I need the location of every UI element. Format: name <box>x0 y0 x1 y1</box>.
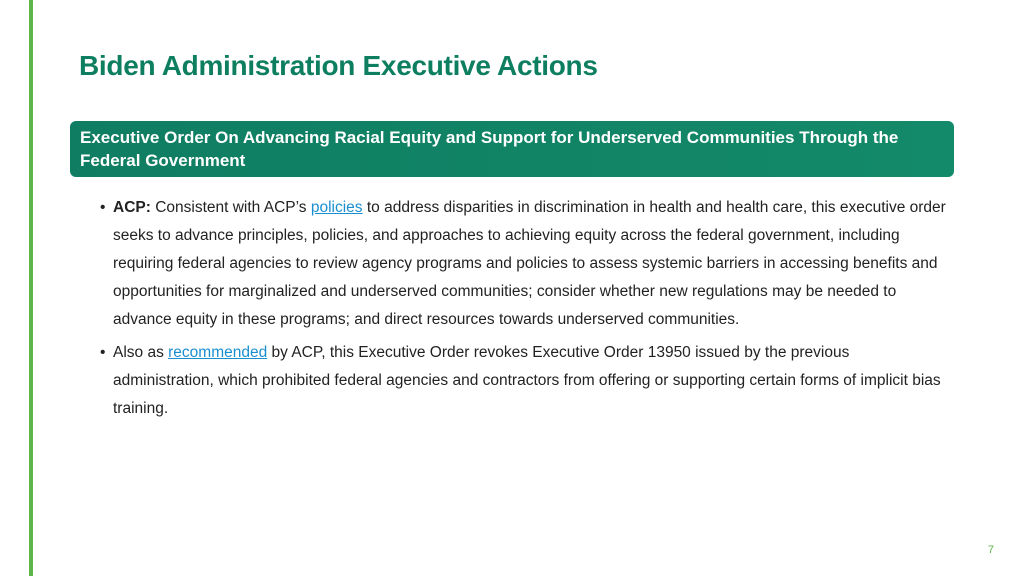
bullet-list <box>100 194 950 428</box>
bullet-text-after: to address disparities in discrimination in health and health care, this executive order seeks to advance principles, policies, and approaches to achieving equity across the federal government, including requiring federal agencies to review agency programs and policies to assess systemic barriers in accessing benefits and opportunities for marginalized and underserved communities; consider whether new regulations may be needed to advance equity in these programs; and direct resources towards underserved communities. <box>113 199 946 328</box>
page-number: 7 <box>987 544 994 556</box>
slide-title: Biden Administration Executive Actions <box>79 50 598 81</box>
bullet-marker: • <box>100 199 106 216</box>
bullet-text-before: Also as <box>113 344 169 361</box>
bullet-text-before: Consistent with ACP’s <box>150 199 311 216</box>
left-accent-rule <box>29 0 33 576</box>
bullet-item-acp <box>100 194 950 334</box>
recommended-link[interactable]: recommended <box>168 344 268 361</box>
policies-link[interactable]: policies <box>310 199 363 216</box>
bullet-marker: • <box>100 344 106 361</box>
bullet-lead: ACP: <box>113 199 151 216</box>
bullet-text-after: by ACP, this Executive Order revokes Executive Order 13950 issued by the previous administration, which prohibited federal agencies and contractors from offering or supporting certain forms of implicit bias training. <box>113 344 941 417</box>
bullet-item-recommended <box>100 339 950 423</box>
section-banner: Executive Order On Advancing Racial Equity and Support for Underserved Communities Through the Federal Government <box>70 121 954 177</box>
